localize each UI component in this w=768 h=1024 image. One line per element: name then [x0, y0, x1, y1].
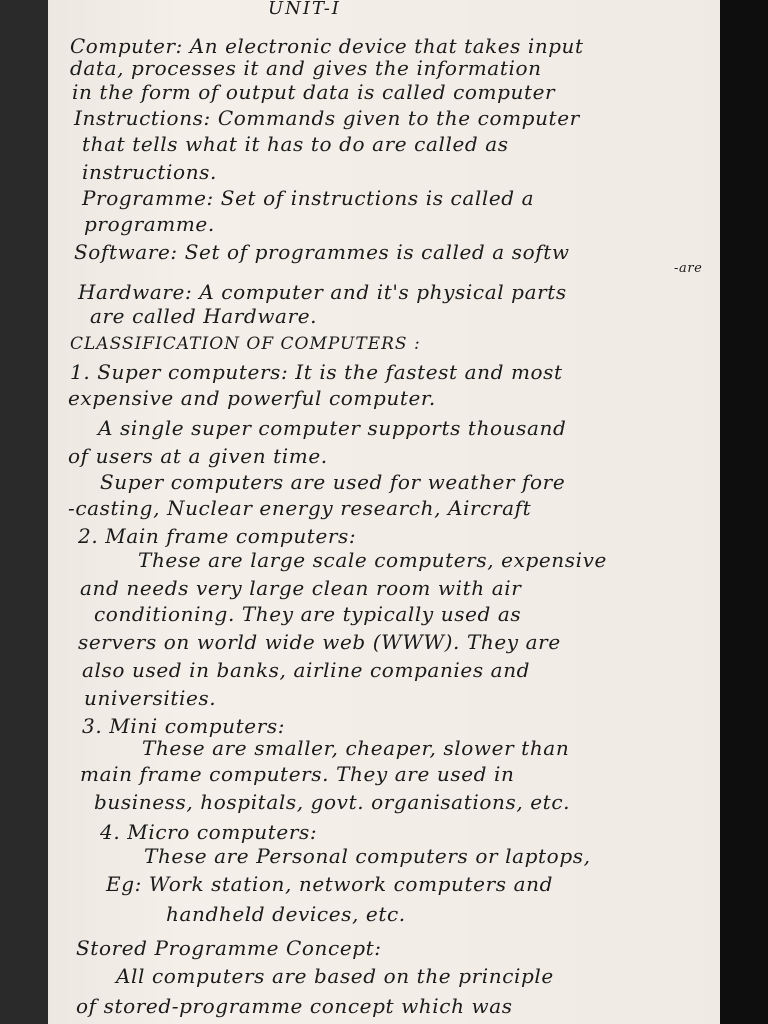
scan-left-margin: [0, 0, 48, 1024]
note-line: 1. Super computers: It is the fastest and most: [70, 360, 563, 384]
note-line: of users at a given time.: [68, 444, 328, 468]
note-line: main frame computers. They are used in: [80, 762, 515, 786]
unit-title: UNIT-I: [268, 0, 341, 19]
note-line: are called Hardware.: [90, 304, 318, 328]
scan-right-edge: [720, 0, 768, 1024]
note-line: instructions.: [82, 160, 217, 184]
note-line: -casting, Nuclear energy research, Aircraft: [68, 496, 532, 520]
note-line: handheld devices, etc.: [166, 902, 406, 926]
note-line: 3. Mini computers:: [82, 714, 286, 738]
note-line: conditioning. They are typically used as: [94, 602, 522, 626]
note-line: These are smaller, cheaper, slower than: [142, 736, 570, 760]
note-line: Instructions: Commands given to the computer: [74, 106, 580, 130]
note-line: in the form of output data is called computer: [72, 80, 556, 104]
note-line: universities.: [84, 686, 217, 710]
note-line: data, processes it and gives the information: [70, 56, 542, 80]
note-line: Hardware: A computer and it's physical parts: [78, 280, 567, 304]
note-line: All computers are based on the principle: [116, 964, 554, 988]
note-line: Eg: Work station, network computers and: [106, 872, 553, 896]
section-heading: CLASSIFICATION OF COMPUTERS :: [70, 334, 421, 354]
note-line: -are: [674, 261, 703, 276]
note-line: expensive and powerful computer.: [68, 386, 436, 410]
note-line: Super computers are used for weather fore: [100, 470, 566, 494]
note-line: These are large scale computers, expensive: [138, 548, 607, 572]
note-line: A single super computer supports thousand: [98, 416, 567, 440]
note-line: also used in banks, airline companies and: [82, 658, 531, 682]
notebook-page: [48, 0, 720, 1024]
note-line: Computer: An electronic device that takes input: [70, 34, 584, 58]
note-line: of stored-programme concept which was: [76, 994, 513, 1018]
note-line: These are Personal computers or laptops,: [144, 844, 591, 868]
note-line: Software: Set of programmes is called a softw: [74, 240, 570, 264]
note-line: Programme: Set of instructions is called a: [82, 186, 535, 210]
note-line: programme.: [84, 212, 215, 236]
note-line: 2. Main frame computers:: [78, 524, 357, 548]
note-line: and needs very large clean room with air: [80, 576, 522, 600]
note-line: business, hospitals, govt. organisations, etc.: [94, 790, 571, 814]
note-line: that tells what it has to do are called as: [82, 132, 509, 156]
note-line: 4. Micro computers:: [100, 820, 318, 844]
section-heading: Stored Programme Concept:: [76, 936, 382, 960]
note-line: servers on world wide web (WWW). They are: [78, 630, 561, 654]
